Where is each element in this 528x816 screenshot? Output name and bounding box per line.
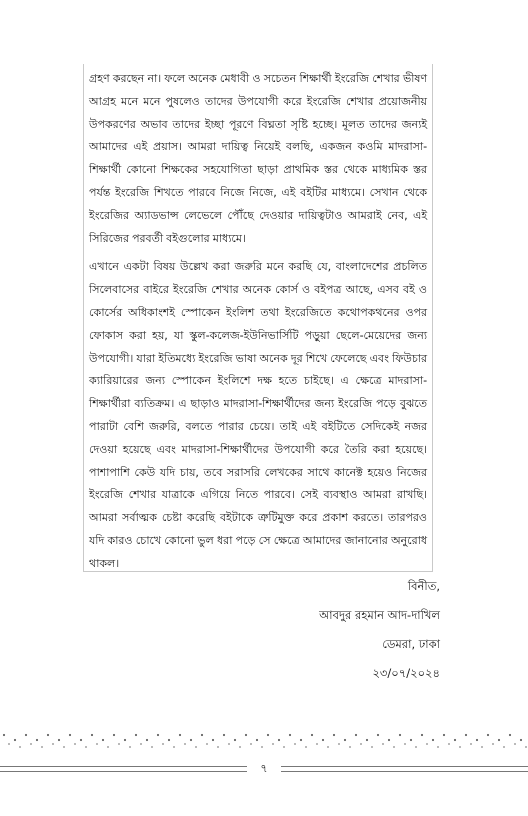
signature-place: ডেমরা, ঢাকা — [382, 637, 440, 651]
paragraph-1: গ্রহণ করছেন না। ফলে অনেক মেধাবী ও সচেতন শিক্ষার্থী ইংরেজি শেখার ভীষণ আগ্রহ মনে মনে পুষলেও তাদের উপযোগী করে ইংরেজি শেখার প্রয়োজনীয় উপকরণের অভাব তাদের ইচ্ছা পূরণে বিঘ্নতা সৃষ্টি হচ্ছে। মূলত তাদের জন্যই আমাদের এই প্রয়াস। আমরা দায়িত্ব নিয়েই বলছি, একজন কওমি মাদরাসা-শিক্ষার্থী কোনো শিক্ষকের সহযোগিতা ছাড়া প্রাথমিক স্তর থেকে মাধ্যমিক স্তর পর্যন্ত ইংরেজি শিখতে পারবে নিজে নিজে, এই বইটির মাধ্যমে। সেখান থেকে ইংরেজির অ্যাডভান্স লেভেলে পৌঁছে দেওয়ার দায়িত্বটাও আমরাই নেব, এই সিরিজের পরবর্তী বইগুলোর মাধ্যমে। — [89, 72, 427, 245]
signature-name: আবদুর রহমান আদ-দাখিল — [319, 608, 440, 622]
text-frame — [83, 64, 433, 572]
decorative-dots-border — [0, 727, 528, 751]
page-number: ৭ — [260, 762, 268, 775]
footer-rule-left — [0, 766, 247, 772]
signature-block — [180, 572, 440, 688]
footer-rule — [0, 758, 528, 780]
signature-closing: বিনীত, — [407, 579, 440, 593]
signature-date: ২৩/০৭/২০২৪ — [372, 666, 440, 680]
paragraph-2: এখানে একটা বিষয় উল্লেখ করা জরুরি মনে করছি যে, বাংলাদেশের প্রচলিত সিলেবাসের বাইরে ইংরেজি শেখার অনেক কোর্স ও বইপত্র আছে, এসব বই ও কোর্সের অধিকাংশই স্পোকেন ইংলিশ তথা ইংরেজিতে কথোপকথনের ওপর ফোকাস করা হয়, যা স্কুল-কলেজ-ইউনিভার্সিটি পড়ুয়া ছেলে-মেয়েদের জন্য উপযোগী। যারা ইতিমধ্যে ইংরেজি ভাষা অনেক দূর শিখে ফেলেছে এবং ফিউচার ক্যারিয়ারের জন্য স্পোকেন ইংলিশে দক্ষ হতে চাইছে। এ ক্ষেত্রে মাদরাসা-শিক্ষার্থীরা ব্যতিক্রম। এ ছাড়াও মাদরাসা-শিক্ষার্থীদের জন্য ইংরেজি পড়ে বুঝতে পারাটা বেশি জরুরি, বলতে পারার চেয়ে। তাই এই বইটিতে সেদিকেই নজর দেওয়া হয়েছে এবং মাদরাসা-শিক্ষার্থীদের উপযোগী করে তৈরি করা হয়েছে। পাশাপাশি কেউ যদি চায়, তবে সরাসরি লেখকের সাথে কানেক্ট হয়েও নিজের ইংরেজি শেখার যাত্রাকে এগিয়ে নিতে পারবে। সেই ব্যবস্থাও আমরা রাখছি। আমরা সর্বাত্মক চেষ্টা করেছি বইটাকে ত্রুটিমুক্ত করে প্রকাশ করতে। তারপরও যদি কারও চোখে কোনো ভুল ধরা পড়ে সে ক্ষেত্রে আমাদের জানানোর অনুরোধ থাকল। — [89, 260, 427, 570]
footer-rule-right — [281, 766, 528, 772]
